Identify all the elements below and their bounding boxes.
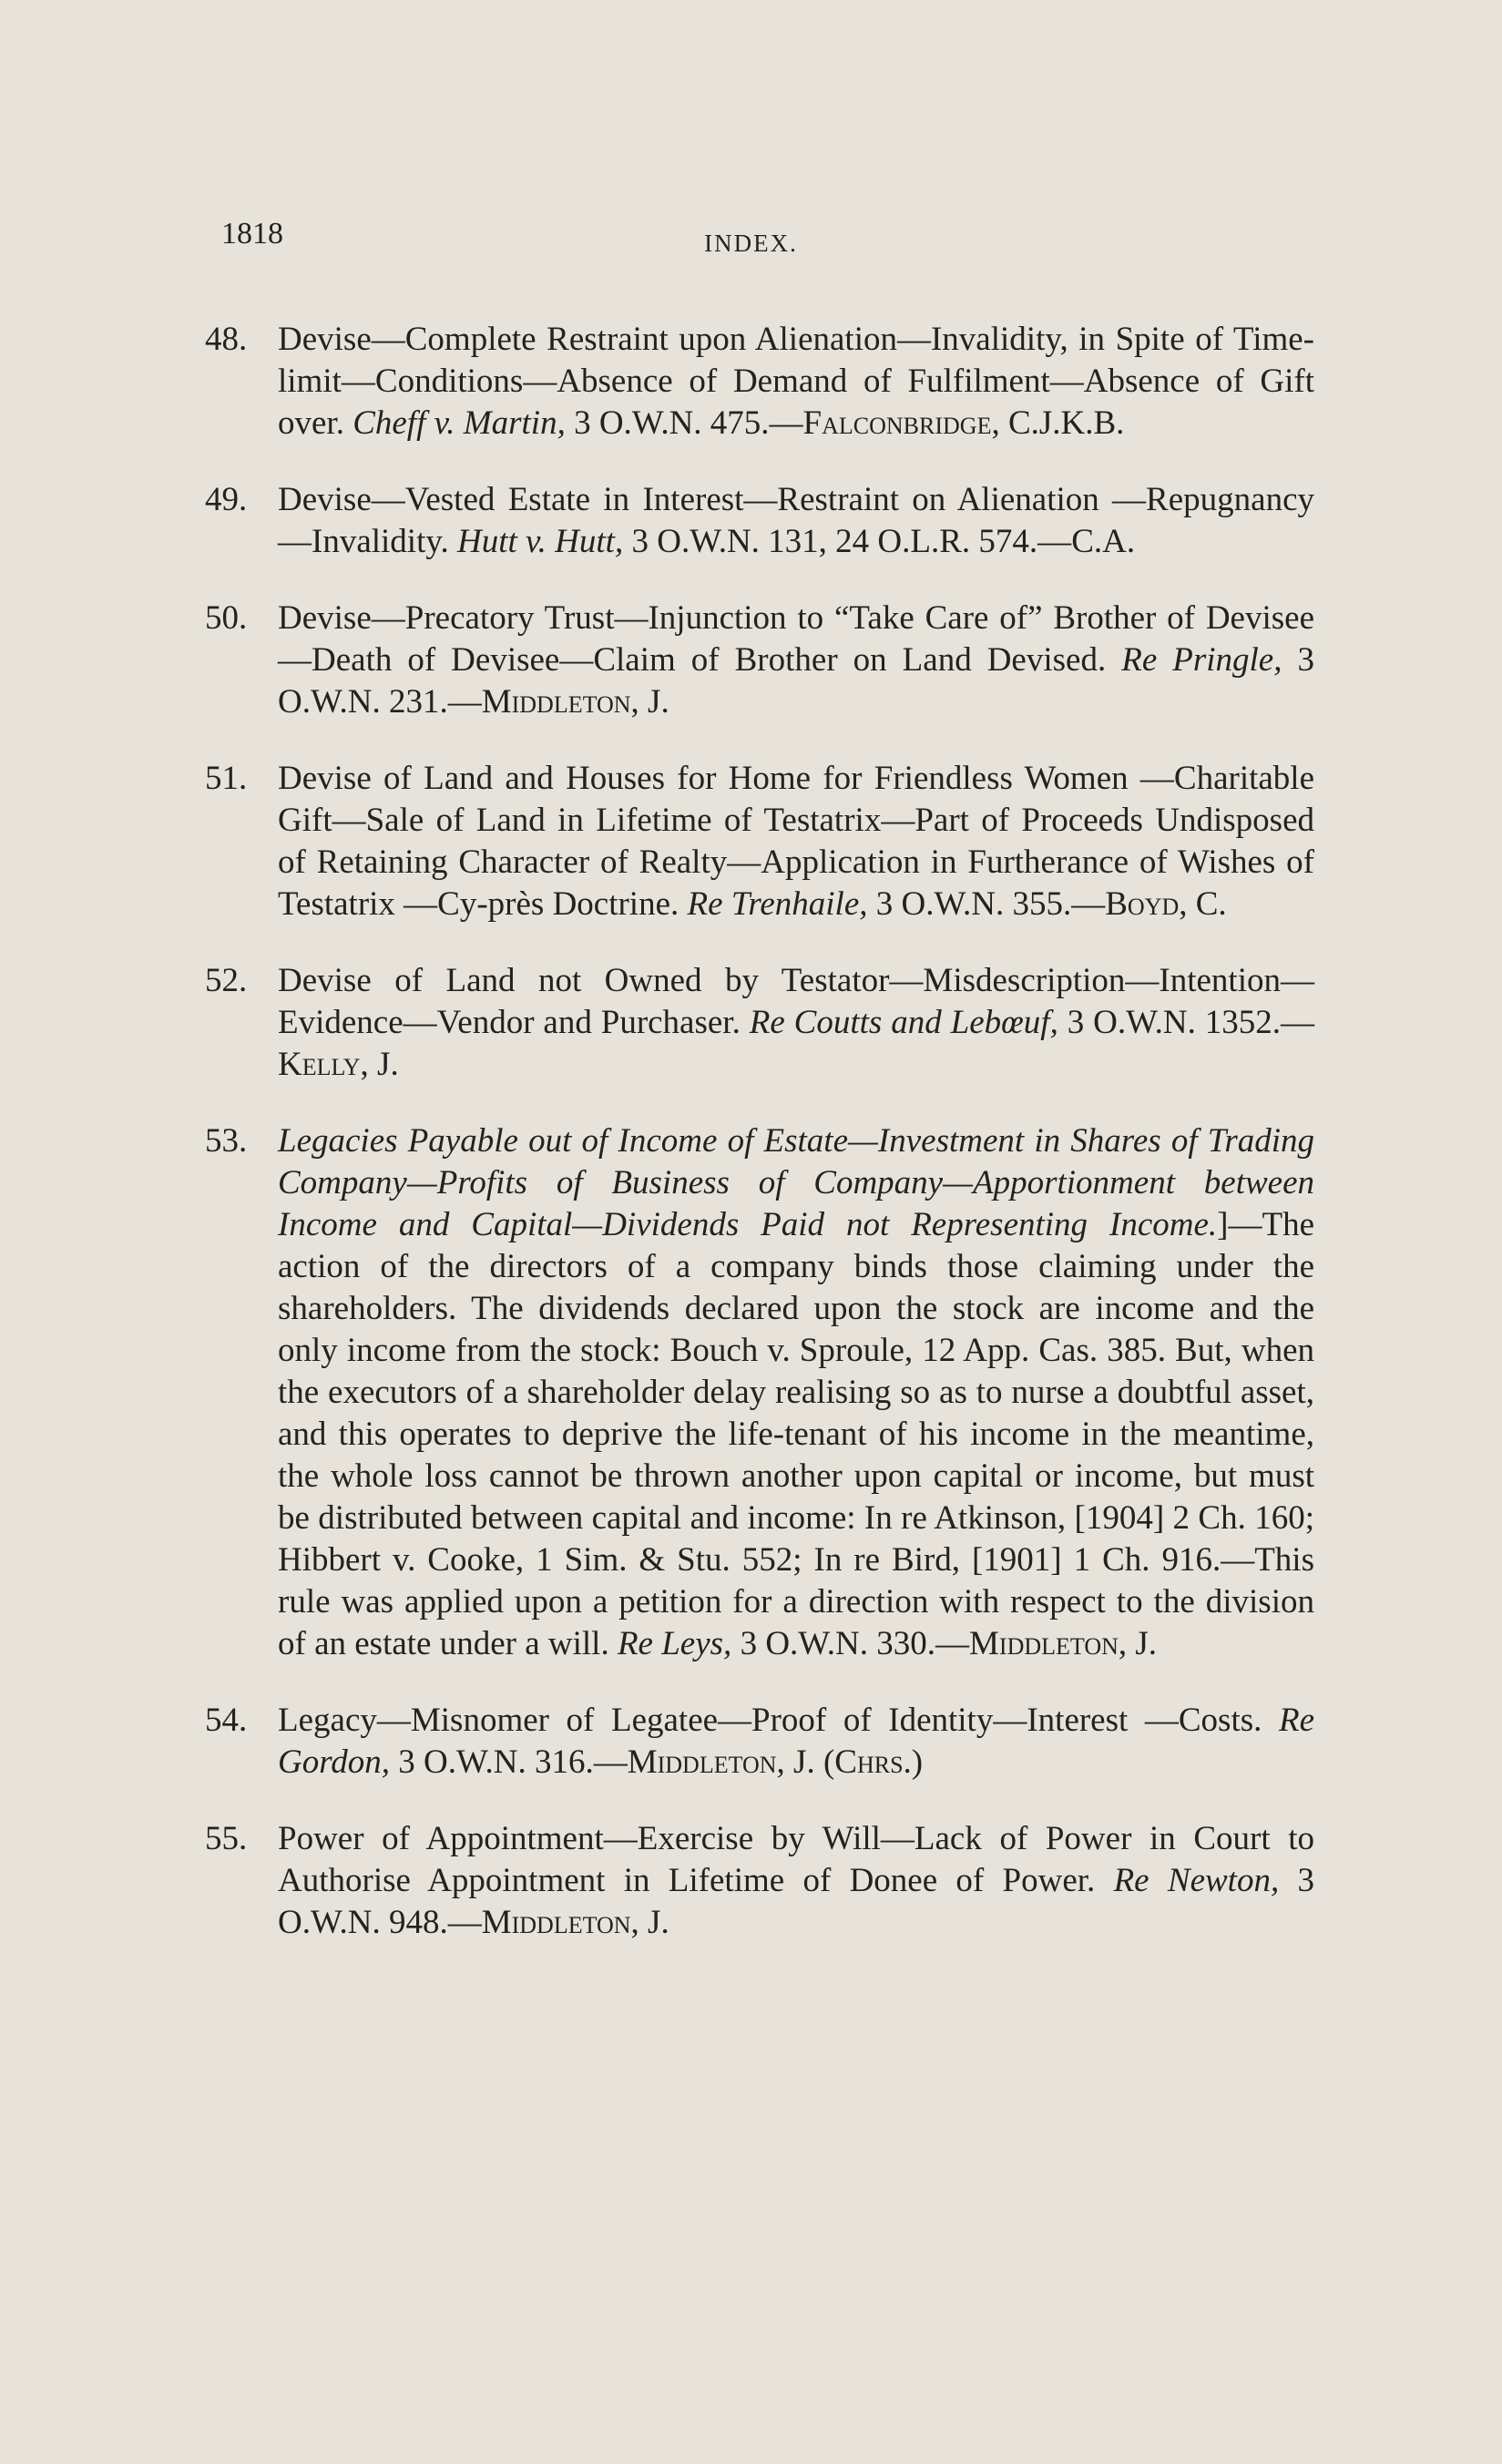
index-entry-55 <box>205 1818 1314 1944</box>
index-entry-50 <box>205 598 1314 723</box>
entry-text: Devise—Vested Estate in Interest—Restraint on Alienation —Repugnancy—Invalidity. <box>278 481 1314 560</box>
case-name: Re Pringle, <box>1121 641 1282 679</box>
running-head: INDEX. <box>704 230 798 257</box>
index-entry-54 <box>205 1700 1314 1784</box>
entry-number: 54. <box>205 1702 248 1739</box>
judge: Middleton, J. <box>481 683 669 721</box>
entry-text: Devise of Land not Owned by Testator—Misdescription—Intention—Evidence—Vendor and Purchaser. <box>278 962 1314 1041</box>
entry-number: 48. <box>205 321 248 358</box>
citation: 3 O.W.N. 1352.— <box>1067 1004 1315 1041</box>
entry-number: 49. <box>205 481 248 518</box>
judge: Middleton, J. <box>969 1625 1158 1662</box>
entry-text: Legacy—Misnomer of Legatee—Proof of Identity—Interest —Costs. <box>278 1702 1262 1739</box>
entry-text: Power of Appointment—Exercise by Will—Lack of Power in Court to Authorise Appointment in Lifetime of Donee of Power. <box>278 1820 1314 1899</box>
case-name: Re Trenhaile, <box>687 885 868 923</box>
entry-number: 51. <box>205 760 248 797</box>
citation: 3 O.W.N. 131, 24 O.L.R. 574.— <box>631 523 1072 560</box>
judge: Middleton, J. (Chrs.) <box>627 1743 924 1781</box>
case-name: Re Leys, <box>617 1625 732 1662</box>
case-name: Cheff v. Martin, <box>353 404 566 442</box>
case-name: Re Coutts and Lebœuf, <box>749 1004 1058 1041</box>
citation: 3 O.W.N. 231.— <box>278 641 1314 721</box>
entry-number: 52. <box>205 962 248 999</box>
case-name: Re Gordon, <box>278 1702 1315 1781</box>
citation: 3 O.W.N. 355.— <box>875 885 1106 923</box>
entry-text: Devise of Land and Houses for Home for Friendless Women —Charitable Gift—Sale of Land in Lifetime of Testatrix—Part of Proceeds Undisposed of Retaining Character of Realty—Application in Furtherance of Wishes of Testatrix —Cy-près Doctrine. <box>278 760 1314 923</box>
judge: C.A. <box>1071 523 1136 560</box>
judge: Middleton, J. <box>481 1904 669 1941</box>
judge: Kelly, J. <box>278 1046 399 1083</box>
entry-text: Devise—Complete Restraint upon Alienation—Invalidity, in Spite of Time-limit—Conditions—Absence of Demand of Fulfilment—Absence of Gift over. <box>278 321 1314 442</box>
citation: 3 O.W.N. 948.— <box>278 1862 1314 1941</box>
entry-body: ]—The action of the directors of a company binds those claiming under the shareholders. The dividends declared upon the stock are income and the only income from the stock: Bouch v. Sproule, 12 App. Cas. 385. But, when the executors of a shareholder delay realising so as to nurse a doubtful asset, and this operates to deprive the life-tenant of his income in the meantime, the whole loss cannot be thrown another upon capital or income, but must be distributed between capital and income: In re Atkinson, [1904] 2 Ch. 160; Hibbert v. Cooke, 1 Sim. & Stu. 552; In re Bird, [1901] 1 Ch. 916.—This rule was applied upon a petition for a direction with respect to the division of an estate under a will. <box>278 1206 1314 1662</box>
entry-headnote: Legacies Payable out of Income of Estate—Investment in Shares of Trading Company—Profits of Business of Company—Apportionment between Income and Capital—Dividends Paid not Representing Income. <box>278 1122 1314 1243</box>
entry-text: Devise—Precatory Trust—Injunction to “Take Care of” Brother of Devisee—Death of Devisee—Claim of Brother on Land Devised. <box>278 599 1314 679</box>
index-entry-48 <box>205 319 1314 445</box>
index-entry-52 <box>205 960 1314 1086</box>
judge: Falconbridge, C.J.K.B. <box>802 404 1125 442</box>
case-name: Re Newton, <box>1113 1862 1280 1899</box>
judge: Boyd, C. <box>1105 885 1227 923</box>
entry-number: 53. <box>205 1122 248 1160</box>
index-entry-53 <box>205 1120 1314 1665</box>
index-entry-51 <box>205 758 1314 925</box>
entry-number: 55. <box>205 1820 248 1857</box>
index-entries <box>205 319 1314 1978</box>
citation: 3 O.W.N. 316.— <box>398 1743 628 1781</box>
citation: 3 O.W.N. 330.— <box>740 1625 970 1662</box>
page-number: 1818 <box>221 217 283 250</box>
case-name: Hutt v. Hutt, <box>456 523 624 560</box>
citation: 3 O.W.N. 475.— <box>574 404 803 442</box>
entry-number: 50. <box>205 599 248 637</box>
index-entry-49 <box>205 479 1314 563</box>
